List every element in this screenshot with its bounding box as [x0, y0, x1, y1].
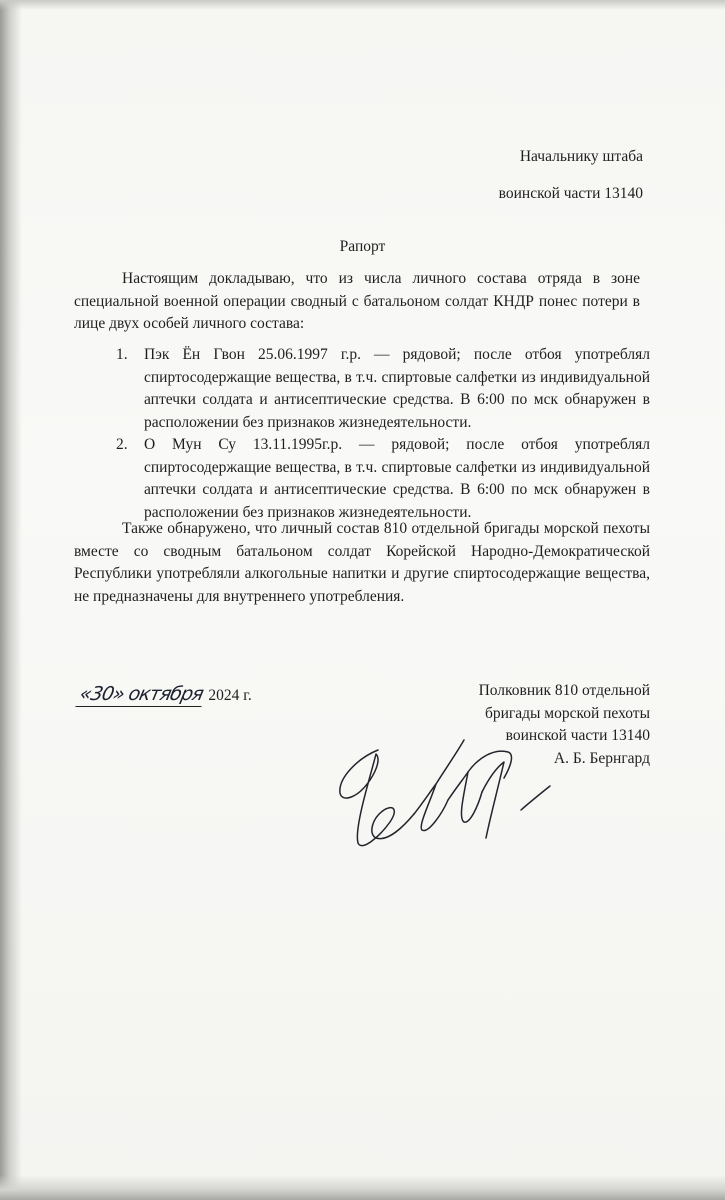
list-item	[116, 434, 650, 524]
intro-paragraph: Настоящим докладываю, что из числа личного состава отряда в зоне специальной военной операции сводный с батальоном солдат КНДР понес потери в лице двух особей личного состава:	[74, 270, 640, 332]
addressee-block	[499, 146, 643, 220]
signatory-line-1: Полковник 810 отдельной	[478, 682, 650, 699]
scan-edge-left	[0, 0, 22, 1200]
also-paragraph: Также обнаружено, что личный состав 810 отдельной бригады морской пехоты вместе со сводным батальоном солдат Корейской Народно-Демократической Республики употребляли алкогольные напитки и другие спиртосодержащие вещества, не предназначены для внутреннего употребления.	[74, 520, 650, 605]
handwritten-date: «30» октября	[76, 683, 207, 707]
date-line	[78, 683, 252, 708]
scan-edge-top	[0, 0, 725, 10]
signatory-line-3: воинской части 13140	[505, 727, 650, 744]
document-title: Рапорт	[339, 238, 386, 255]
list-item-text: Пэк Ён Гвон 25.06.1997 г.р. — рядовой; после отбоя употреблял спиртосодержащие вещества, в т.ч. спиртовые салфетки из индивидуальной аптечки солдата и антисептические средства. В 6:00 по мск обнаружен в расположении без признаков жизнедеятельности.	[144, 346, 650, 431]
addressee-line-1: Начальнику штаба	[519, 148, 643, 165]
date-year: 2024 г.	[208, 687, 252, 704]
list-item	[116, 344, 650, 434]
addressee-line-2: воинской части 13140	[498, 185, 643, 202]
list-item-number: 1.	[116, 346, 128, 363]
scan-edge-bottom	[0, 1175, 725, 1200]
casualty-list	[116, 344, 650, 524]
signatory-name: А. Б. Бернгард	[553, 749, 650, 767]
list-item-text: О Мун Су 13.11.1995г.р. — рядовой; после отбоя употреблял спиртосодержащие вещества, в т.ч. спиртовые салфетки из индивидуальной аптечки солдата и антисептические средства. В 6:00 по мск обнаружен в расположении без признаков жизнедеятельности.	[144, 436, 650, 521]
signatory-line-2: бригады морской пехоты	[484, 704, 650, 722]
handwritten-signature	[318, 718, 568, 878]
list-item-number: 2.	[116, 436, 128, 453]
